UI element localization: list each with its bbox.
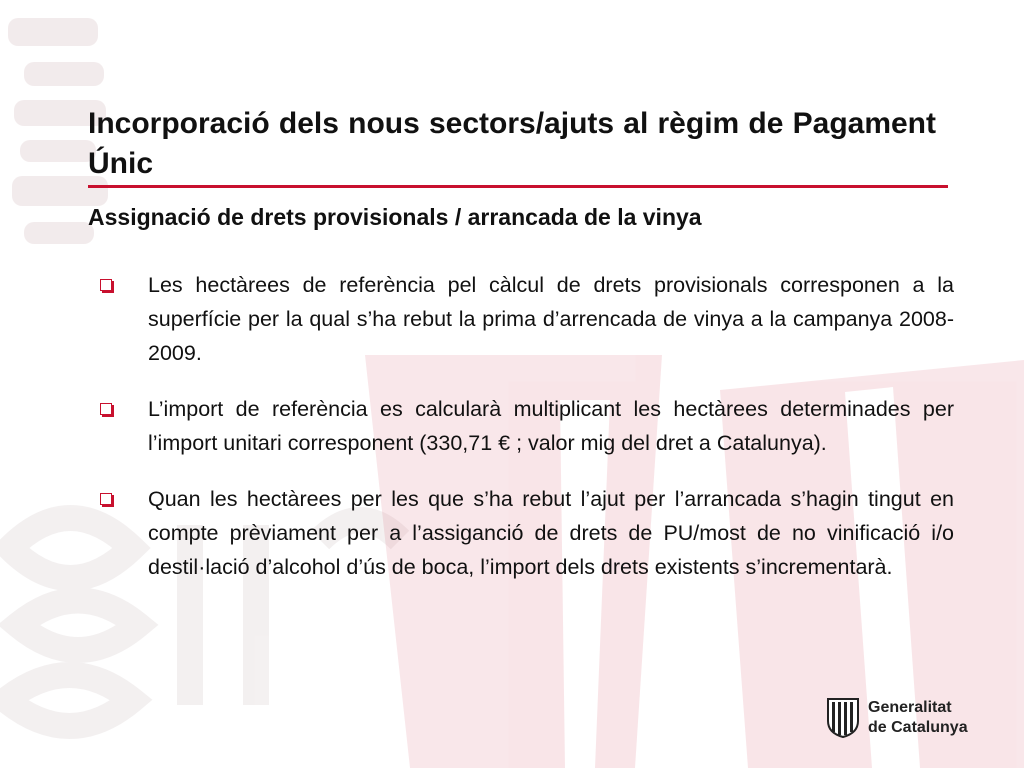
title-divider <box>88 185 948 188</box>
bullet-list <box>96 268 954 606</box>
logo-text <box>868 698 968 738</box>
bullet-text: Les hectàrees de referència pel càlcul de drets provisionals corresponen a la superfície per la qual s’ha rebut la prima d’arrencada de vinya a la campanya 2008-2009. <box>148 273 954 365</box>
logo-line-1: Generalitat <box>868 699 952 716</box>
bullet-item <box>96 392 954 460</box>
bullet-text: Quan les hectàrees per les que s’ha rebut l’ajut per l’arrancada s’hagin tingut en compte prèviament per a l’assiganció de drets de PU/most de no vinificació i/o destil·lació d’alcohol d’ús de boca, l’import dels drets existents s’incrementarà. <box>148 487 954 579</box>
checkbox-bullet-icon <box>100 493 112 505</box>
bullet-item <box>96 268 954 370</box>
slide-subtitle: Assignació de drets provisionals / arrancada de la vinya <box>88 204 702 230</box>
bullet-text: L’import de referència es calcularà multiplicant les hectàrees determinades per l’import unitari corresponent (330,71 € ; valor mig del dret a Catalunya). <box>148 397 954 455</box>
bullet-item <box>96 482 954 584</box>
generalitat-logo <box>826 697 996 743</box>
slide-title: Incorporació dels nous sectors/ajuts al règim de Pagament Únic <box>88 107 936 180</box>
logo-line-2: de Catalunya <box>868 719 968 736</box>
generalitat-emblem-icon <box>826 697 860 739</box>
checkbox-bullet-icon <box>100 279 112 291</box>
checkbox-bullet-icon <box>100 403 112 415</box>
